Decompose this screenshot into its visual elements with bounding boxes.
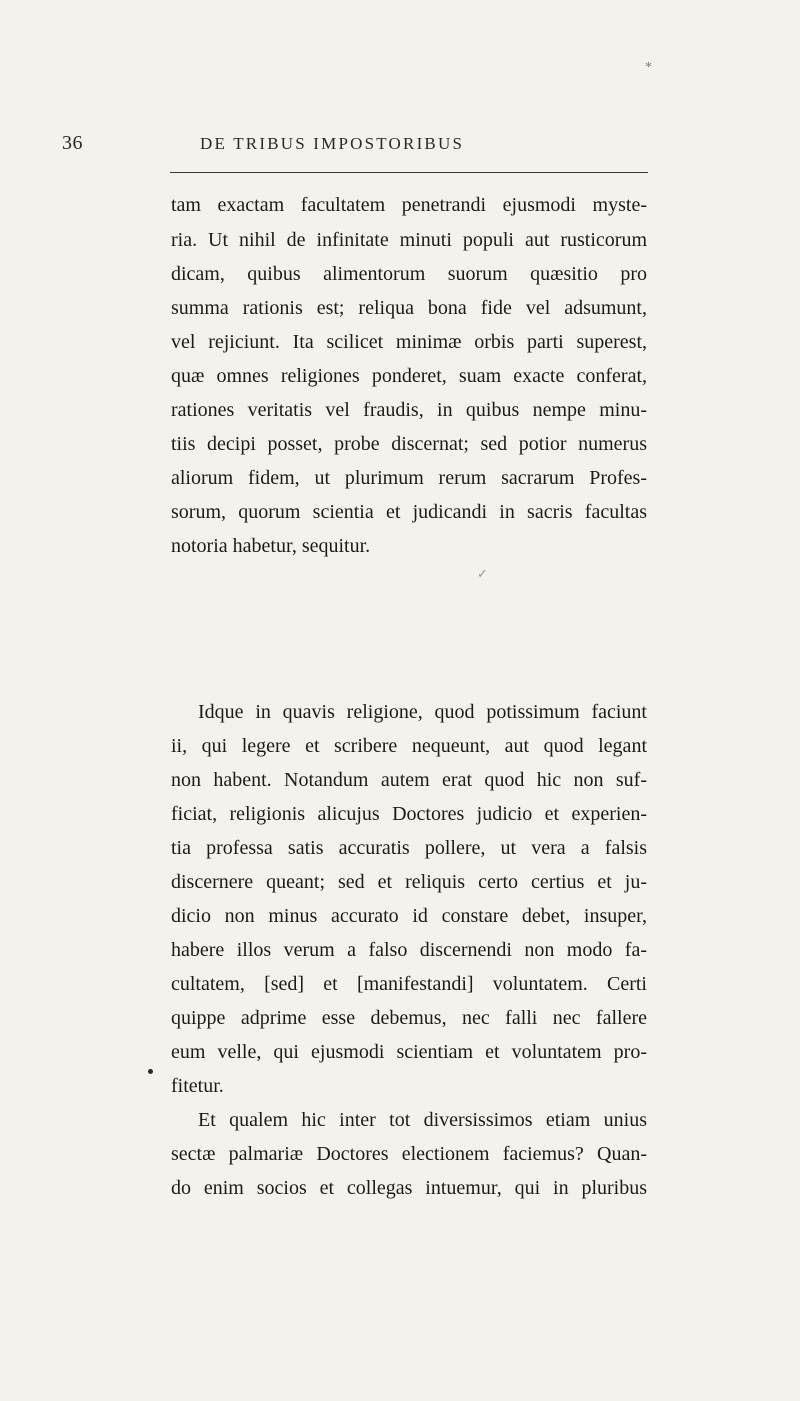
- text-line: summa rationis est; reliqua bona fide vel adsumunt,: [171, 297, 647, 319]
- page-number: 36: [62, 132, 83, 154]
- text-line: do enim socios et collegas intuemur, qui in pluribus: [171, 1177, 647, 1199]
- header-rule: [170, 172, 648, 173]
- text-line: notoria habetur, sequitur.: [171, 535, 371, 557]
- text-line: sorum, quorum scientia et judicandi in sacris facultas: [171, 501, 647, 523]
- text-line: sectæ palmariæ Doctores electionem faciemus? Quan-: [171, 1143, 647, 1165]
- text-line: fitetur.: [171, 1075, 224, 1097]
- text-line: vel rejiciunt. Ita scilicet minimæ orbis parti superest,: [171, 331, 647, 353]
- text-line: rationes veritatis vel fraudis, in quibus nempe minu-: [171, 399, 647, 421]
- text-line: habere illos verum a falso discernendi non modo fa-: [171, 939, 647, 961]
- text-line: quippe adprime esse debemus, nec falli nec fallere: [171, 1007, 647, 1029]
- text-line: dicio non minus accurato id constare debet, insuper,: [171, 905, 647, 927]
- text-line: aliorum fidem, ut plurimum rerum sacrarum Profes-: [171, 467, 647, 489]
- text-line: eum velle, qui ejusmodi scientiam et voluntatem pro-: [171, 1041, 647, 1063]
- text-line: tiis decipi posset, probe discernat; sed potior numerus: [171, 433, 647, 455]
- stray-mark: ✓: [477, 566, 488, 581]
- text-line: quæ omnes religiones ponderet, suam exacte conferat,: [171, 365, 647, 387]
- text-line: cultatem, [sed] et [manifestandi] voluntatem. Certi: [171, 973, 647, 995]
- text-line: dicam, quibus alimentorum suorum quæsitio pro: [171, 263, 647, 285]
- text-line: tam exactam facultatem penetrandi ejusmodi myste-: [171, 194, 647, 216]
- text-line: non habent. Notandum autem erat quod hic non suf-: [171, 769, 647, 791]
- text-line: Idque in quavis religione, quod potissimum faciunt: [198, 701, 647, 723]
- text-line: ria. Ut nihil de infinitate minuti populi aut rusticorum: [171, 229, 647, 251]
- text-line: tia professa satis accuratis pollere, ut vera a falsis: [171, 837, 647, 859]
- margin-dot: [148, 1069, 153, 1074]
- corner-mark: *: [645, 60, 652, 75]
- running-title: DE TRIBUS IMPOSTORIBUS: [200, 134, 465, 153]
- text-line: ii, qui legere et scribere nequeunt, aut quod legant: [171, 735, 647, 757]
- text-line: ficiat, religionis alicujus Doctores judicio et experien-: [171, 803, 647, 825]
- text-line: discernere queant; sed et reliquis certo certius et ju-: [171, 871, 647, 893]
- text-line: Et qualem hic inter tot diversissimos etiam unius: [198, 1109, 647, 1131]
